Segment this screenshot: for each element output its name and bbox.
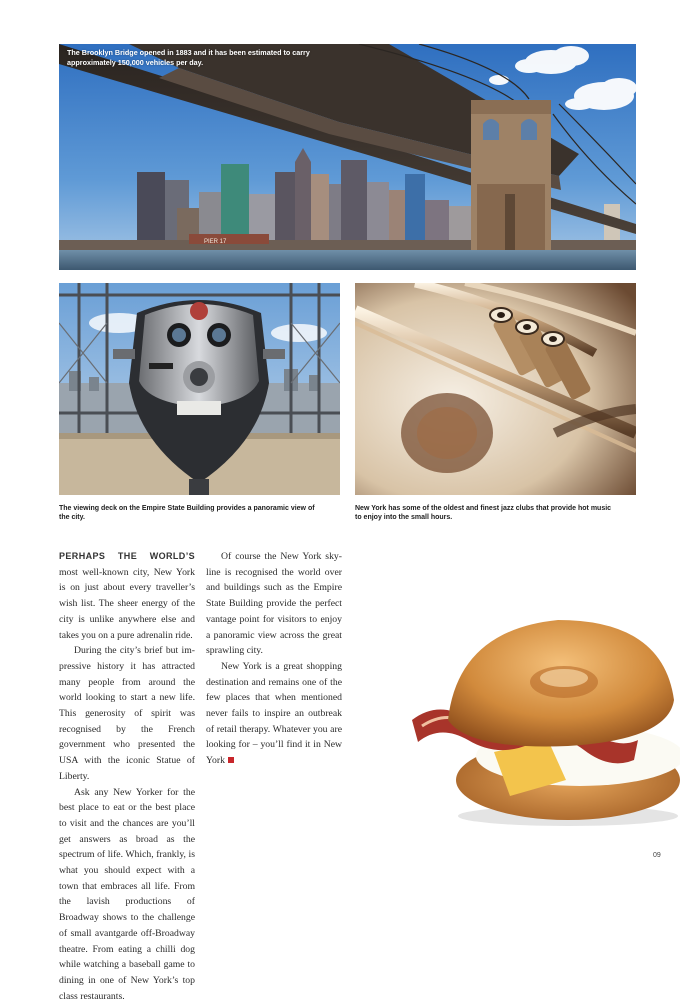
article-lead-in: PERHAPS THE WORLD’S <box>59 551 195 561</box>
empire-state-viewer-photo <box>59 283 340 495</box>
bagel-illustration <box>398 590 680 828</box>
article-paragraph-1: PERHAPS THE WORLD’S most well-known city, New York is on just about every traveller’s wish list. The sheer energy of the city is unlike anywhere else and takes you on a pure adrenalin ride. <box>59 551 195 641</box>
article-column-left <box>59 549 195 1004</box>
end-of-article-mark <box>228 757 234 763</box>
jazz-trumpet-photo <box>355 283 636 495</box>
trumpet-illustration <box>355 283 636 495</box>
article-paragraph-2: During the city’s brief but impressive history it has attracted many people from around the world looking to start a new life. This generosity of spirit was recognised by the French government who presented the USA with the iconic Statue of Liberty. <box>59 645 195 782</box>
article-paragraph-5: New York is a great shopping destination and remains one of the few places that when mentioned never fails to inspire an outbreak of retail therapy. Whatever you are looking for – you’ll find it in New York <box>206 660 342 767</box>
brooklyn-bridge-illustration <box>59 44 636 270</box>
binoculars-photo-caption: The viewing deck on the Empire State Building provides a panoramic view of the city. <box>59 505 315 522</box>
article-paragraph-4: Of course the New York skyline is recognised the world over and buildings such as the Empire State Building provide the perfect vantage point for visitors to enjoy a panoramic view across the great sprawling city. <box>206 551 342 657</box>
page-number: 09 <box>653 852 661 859</box>
article-paragraph-3: Ask any New Yorker for the best place to eat or the best place to visit and the chances are you’ll get answers as broad as the spectrum of life. Which, frankly, is what you should expect with a town that embraces all life. From the lavish productions of Broadway shows to the challenge of small avantgarde off-Broadway theatre. From eating a chilli dog while watching a baseball game to dining in one of New York’s top class restaurants. <box>59 786 195 1002</box>
bagel-sandwich-photo <box>398 590 680 828</box>
bridge-photo-caption: The Brooklyn Bridge opened in 1883 and it has been estimated to carry approximately 150,000 vehicles per day. <box>67 48 310 67</box>
article-column-right <box>206 549 342 769</box>
brooklyn-bridge-photo <box>59 44 636 270</box>
trumpet-photo-caption: New York has some of the oldest and finest jazz clubs that provide hot music to enjoy into the small hours. <box>355 505 612 522</box>
coin-binoculars-illustration <box>59 283 340 495</box>
pier-sign: PIER 17 <box>204 239 227 245</box>
